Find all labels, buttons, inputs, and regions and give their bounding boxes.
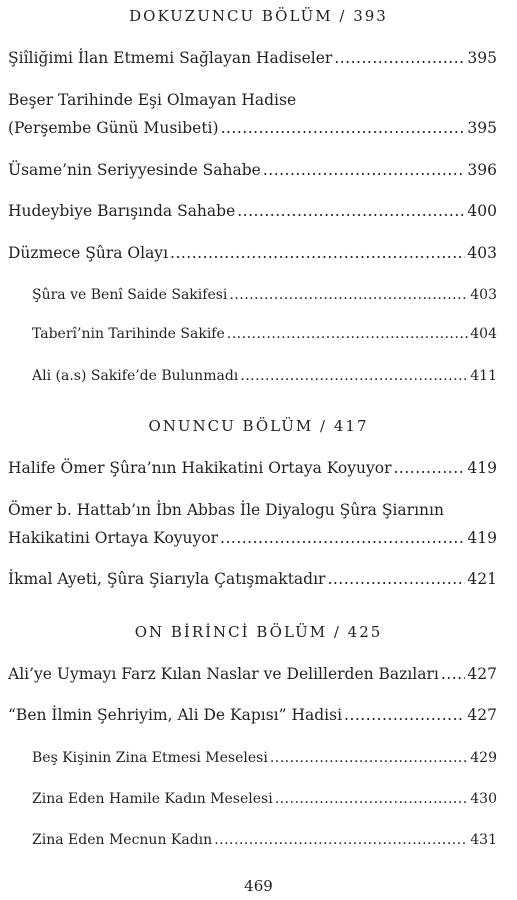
toc-entry-title: Ali’ye Uymayı Farz Kılan Naslar ve Delillerden Bazıları (8, 665, 439, 683)
toc-entry-title: Beş Kişinin Zina Etmesi Meselesi (32, 750, 268, 766)
toc-subentry[interactable] (32, 324, 497, 344)
toc-entry-title: Hudeybiye Barışında Sahabe (8, 202, 236, 220)
toc-entry[interactable] (8, 118, 497, 138)
page-number: 469 (244, 877, 273, 895)
toc-entry-title-line1: Beşer Tarihinde Eşi Olmayan Hadise (8, 91, 297, 109)
dot-leader (237, 201, 465, 221)
toc-entry-title: İkmal Ayeti, Şûra Şiarıyla Çatışmaktadır (8, 570, 326, 588)
toc-entry-title: Şûra ve Benî Saide Sakifesi (32, 287, 228, 303)
dot-leader (170, 243, 465, 263)
toc-entry-title: Üsame’nin Seriyyesinde Sahabe (8, 161, 261, 179)
dot-leader (220, 528, 465, 548)
toc-entry-page: 419 (467, 459, 497, 477)
toc-entry-page: 395 (467, 119, 497, 137)
dot-leader (270, 748, 468, 768)
toc-subentry[interactable] (32, 748, 497, 768)
toc-subentry[interactable] (32, 789, 497, 809)
toc-entry[interactable] (8, 528, 497, 548)
toc-entry-page: 404 (470, 326, 497, 342)
toc-entry-page: 395 (467, 49, 497, 67)
toc-entry-page: 403 (470, 287, 497, 303)
toc-entry-title: Hakikatini Ortaya Koyuyor (8, 529, 219, 547)
toc-entry-page: 427 (467, 706, 497, 724)
toc-entry-page: 419 (467, 529, 497, 547)
dot-leader (441, 664, 466, 684)
toc-entry-page: 427 (467, 665, 497, 683)
toc-entry-title: Zina Eden Hamile Kadın Meselesi (32, 791, 273, 807)
toc-entry[interactable] (8, 705, 497, 725)
toc-entry-title: Taberî’nin Tarihinde Sakife (32, 326, 225, 342)
toc-subentry[interactable] (32, 830, 497, 850)
toc-entry-page: 421 (467, 570, 497, 588)
toc-entry-title: Zina Eden Mecnun Kadın (32, 832, 213, 848)
dot-leader (344, 705, 465, 725)
toc-entry-title: Ali (a.s) Sakife’de Bulunmadı (32, 368, 239, 384)
section-heading: ON BİRİNCİ BÖLÜM / 425 (134, 623, 383, 641)
dot-leader (214, 830, 468, 850)
toc-entry-page: 411 (470, 368, 497, 384)
toc-entry-page: 403 (467, 244, 497, 262)
toc-entry-title: Şiîliğimi İlan Etmemi Sağlayan Hadiseler (8, 49, 333, 67)
dot-leader (221, 118, 466, 138)
toc-entry-title: Halife Ömer Şûra’nın Hakikatini Ortaya Koyuyor (8, 459, 392, 477)
dot-leader (394, 458, 466, 478)
toc-entry[interactable] (8, 458, 497, 478)
toc-entry-page: 396 (467, 161, 497, 179)
toc-entry[interactable] (8, 569, 497, 589)
dot-leader (240, 366, 468, 386)
toc-entry[interactable] (8, 201, 497, 221)
toc-entry-page: 431 (470, 832, 497, 848)
toc-entry-title: Düzmece Şûra Olayı (8, 244, 169, 262)
toc-entry-title-line1: Ömer b. Hattab’ın İbn Abbas İle Diyalogu Şûra Şiarının (8, 501, 444, 519)
dot-leader (229, 285, 468, 305)
toc-entry[interactable] (8, 664, 497, 684)
dot-leader (334, 48, 465, 68)
section-heading: ONUNCU BÖLÜM / 417 (148, 417, 369, 435)
toc-subentry[interactable] (32, 285, 497, 305)
section-heading: DOKUZUNCU BÖLÜM / 393 (129, 7, 388, 25)
toc-entry-title: (Perşembe Günü Musibeti) (8, 119, 219, 137)
dot-leader (327, 569, 465, 589)
toc-subentry[interactable] (32, 366, 497, 386)
toc-entry-title: “Ben İlmin Şehriyim, Ali De Kapısı” Hadisi (8, 706, 343, 724)
toc-entry-page: 429 (470, 750, 497, 766)
dot-leader (227, 324, 468, 344)
toc-entry-page: 430 (470, 791, 497, 807)
toc-entry-page: 400 (467, 202, 497, 220)
dot-leader (275, 789, 469, 809)
toc-entry[interactable] (8, 243, 497, 263)
dot-leader (263, 160, 466, 180)
toc-entry[interactable] (8, 48, 497, 68)
toc-entry[interactable] (8, 160, 497, 180)
